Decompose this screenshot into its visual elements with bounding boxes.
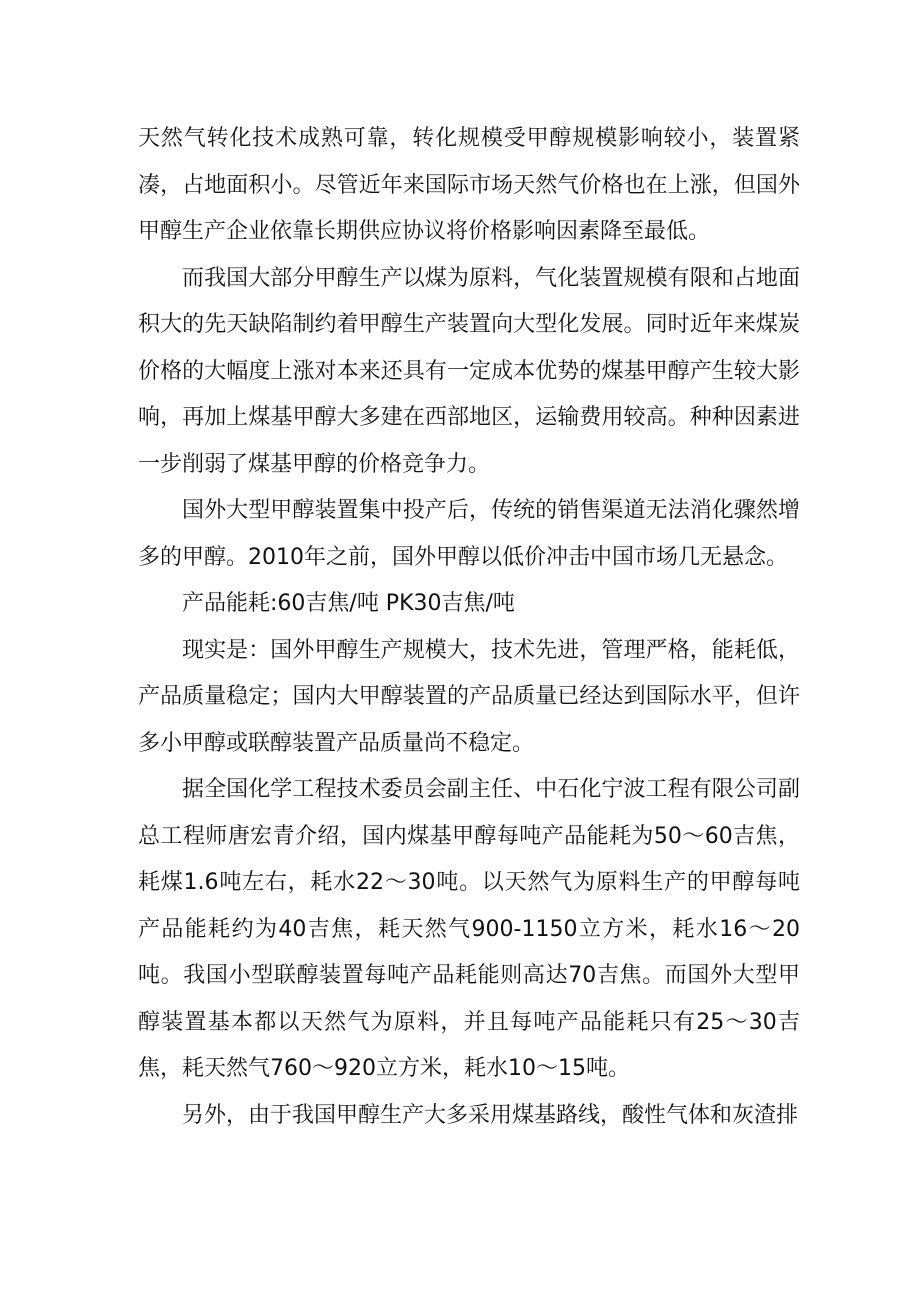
body-text xyxy=(138,116,800,1139)
paragraph-5: 现实是：国外甲醇生产规模大，技术先进，管理严格，能耗低，产品质量稳定；国内大甲醇装置的产品质量已经达到国际水平，但许多小甲醇或联醇装置产品质量尚不稳定。 xyxy=(138,637,800,756)
paragraph-4: 产品能耗:60吉焦/吨 PK30吉焦/吨 xyxy=(182,591,515,616)
paragraph-3: 国外大型甲醇装置集中投产后，传统的销售渠道无法消化骤然增多的甲醇。2010年之前，国外甲醇以低价冲击中国市场几无悬念。 xyxy=(138,498,800,570)
paragraph-1: 天然气转化技术成熟可靠，转化规模受甲醇规模影响较小，装置紧凑，占地面积小。尽管近年来国际市场天然气价格也在上涨，但国外甲醇生产企业依靠长期供应协议将价格影响因素降至最低。 xyxy=(138,126,800,244)
paragraph-2: 而我国大部分甲醇生产以煤为原料，气化装置规模有限和占地面积大的先天缺陷制约着甲醇生产装置向大型化发展。同时近年来煤炭价格的大幅度上涨对本来还具有一定成本优势的煤基甲醇产生较大影响，再加上煤基甲醇大多建在西部地区，运输费用较高。种种因素进一步削弱了煤基甲醇的价格竞争力。 xyxy=(138,265,800,477)
paragraph-6: 据全国化学工程技术委员会副主任、中石化宁波工程有限公司副总工程师唐宏青介绍，国内煤基甲醇每吨产品能耗为50～60吉焦，耗煤1.6吨左右，耗水22～30吨。以天然气为原料生产的甲醇每吨产品能耗约为40吉焦，耗天然气900-1150立方米，耗水16～20吨。我国小型联醇装置每吨产品耗能则高达70吉焦。而国外大型甲醇装置基本都以天然气为原料，并且每吨产品能耗只有25～30吉焦，耗天然气760～920立方米，耗水10～15吨。 xyxy=(138,777,800,1081)
paragraph-7: 另外，由于我国甲醇生产大多采用煤基路线，酸性气体和灰渣排 xyxy=(182,1102,799,1128)
